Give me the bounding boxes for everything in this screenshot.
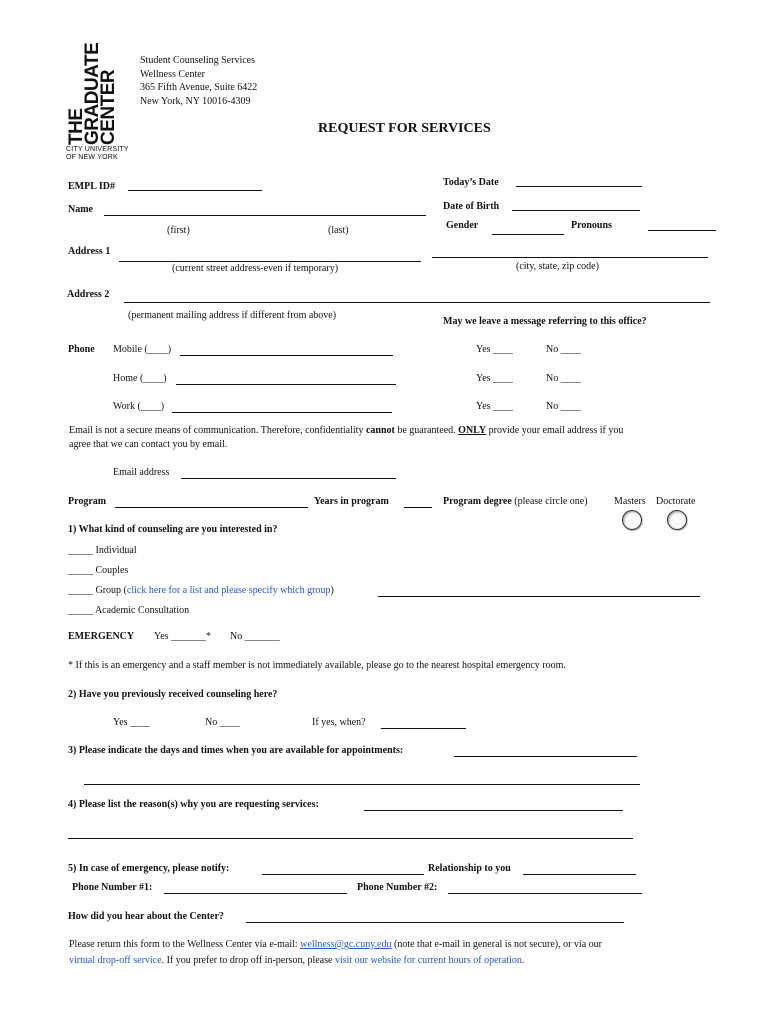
email-notice (69, 425, 623, 436)
empl-id-field[interactable] (128, 190, 262, 191)
q5-phone1-label: Phone Number #1: (72, 882, 153, 893)
last-hint: (last) (328, 225, 349, 236)
logo-word-graduate: GRADUATE (82, 42, 103, 145)
logo-sub-line-1: CITY UNIVERSITY (66, 146, 129, 153)
q5-phone1-field[interactable] (164, 893, 347, 894)
q5-phone2-label: Phone Number #2: (357, 882, 438, 893)
q4-question: 4) Please list the reason(s) why you are requesting services: (68, 799, 319, 810)
home-label: Home (____) (113, 373, 167, 384)
q5-relationship-field[interactable] (523, 874, 636, 875)
dob-field[interactable] (512, 210, 640, 211)
q1-individual[interactable]: _____ Individual (68, 545, 137, 556)
footer-line2 (69, 955, 524, 966)
city-hint: (city, state, zip code) (516, 261, 599, 272)
email-notice-only: ONLY (458, 425, 487, 436)
email-notice-cannot: cannot (365, 425, 395, 436)
address2-hint: (permanent mailing address if different from above) (128, 310, 337, 321)
todays-date-field[interactable] (516, 186, 642, 187)
email-notice-part2: be guaranteed. (394, 425, 459, 436)
q5-phone2-field[interactable] (448, 893, 642, 894)
dob-label: Date of Birth (443, 201, 500, 212)
q1-question: 1) What kind of counseling are you interested in? (68, 524, 278, 535)
address1-label: Address 1 (68, 246, 111, 257)
mobile-label: Mobile (____) (113, 344, 172, 355)
logo-subtitle (66, 146, 129, 162)
program-degree-text: Program degree (443, 496, 512, 507)
emergency-yes[interactable]: Yes _______* (154, 631, 212, 642)
message-question: May we leave a message referring to this office? (443, 316, 647, 327)
mobile-field[interactable] (180, 355, 393, 356)
work-no[interactable]: No ____ (546, 401, 581, 412)
q1-group[interactable] (68, 585, 334, 596)
emergency-note: * If this is an emergency and a staff member is not immediately available, please go to the nearest hospital emergency room. (68, 660, 566, 671)
home-field[interactable] (176, 384, 396, 385)
q5-relationship-label: Relationship to you (428, 863, 511, 874)
email-notice-line2: agree that we can contact you by email. (69, 439, 228, 450)
office-address (140, 54, 257, 108)
pronouns-field[interactable] (648, 230, 716, 231)
q1-academic[interactable]: _____ Academic Consultation (68, 605, 190, 616)
work-yes[interactable]: Yes ____ (476, 401, 514, 412)
q3-question: 3) Please indicate the days and times when you are available for appointments: (68, 745, 404, 756)
years-in-program-field[interactable] (404, 507, 432, 508)
program-label: Program (68, 496, 107, 507)
name-label: Name (68, 204, 93, 215)
footer-line1 (69, 939, 602, 950)
address1-street-field[interactable] (119, 261, 421, 262)
phone-label: Phone (68, 344, 95, 355)
wellness-email-link[interactable]: wellness@gc.cuny.edu (300, 939, 392, 950)
doctorate-radio[interactable] (667, 510, 687, 530)
doctorate-label: Doctorate (656, 496, 696, 507)
gender-label: Gender (446, 220, 479, 231)
q3-field-2[interactable] (84, 784, 640, 785)
email-address-field[interactable] (181, 478, 396, 479)
footer-text2: (note that e-mail in general is not secure), or via our (391, 939, 602, 950)
empl-id-label: EMPL ID# (68, 181, 115, 192)
gender-field[interactable] (492, 234, 564, 235)
work-label: Work (____) (113, 401, 165, 412)
address2-label: Address 2 (67, 289, 110, 300)
address-line-4: New York, NY 10016-4309 (140, 95, 251, 107)
address1-city-field[interactable] (432, 257, 708, 258)
q1-group-suffix: ) (330, 585, 334, 596)
logo-word-center: CENTER (98, 69, 119, 145)
address1-hint: (current street address-even if temporary) (172, 263, 339, 274)
q2-question: 2) Have you previously received counseling here? (68, 689, 278, 700)
q5-contact-field[interactable] (262, 874, 424, 875)
page-title: REQUEST FOR SERVICES (318, 121, 491, 136)
todays-date-label: Today’s Date (443, 177, 499, 188)
q5-question: 5) In case of emergency, please notify: (68, 863, 230, 874)
q1-couples[interactable]: _____ Couples (68, 565, 129, 576)
email-notice-part1: Email is not a secure means of communication. Therefore, confidentiality (69, 425, 366, 436)
email-notice-part3: provide your email address if you (486, 425, 624, 436)
mobile-no[interactable]: No ____ (546, 344, 581, 355)
hear-field[interactable] (246, 922, 624, 923)
graduate-center-logo (60, 42, 119, 154)
q4-field-2[interactable] (68, 838, 633, 839)
home-yes[interactable]: Yes ____ (476, 373, 514, 384)
address2-field[interactable] (124, 302, 710, 303)
first-hint: (first) (167, 225, 190, 236)
footer-text1: Please return this form to the Wellness Center via e-mail: (69, 939, 301, 950)
home-no[interactable]: No ____ (546, 373, 581, 384)
hear-question: How did you hear about the Center? (68, 911, 224, 922)
q1-group-field[interactable] (378, 596, 700, 597)
address-line-1: Student Counseling Services (140, 55, 255, 66)
name-field[interactable] (104, 215, 426, 216)
email-address-label: Email address (113, 467, 170, 478)
footer-text4: . (521, 955, 525, 966)
program-field[interactable] (115, 507, 308, 508)
years-in-program-label: Years in program (314, 496, 389, 507)
masters-radio[interactable] (622, 510, 642, 530)
address-line-2: Wellness Center (140, 68, 206, 80)
logo-word-the: THE (66, 108, 87, 145)
work-field[interactable] (172, 412, 392, 413)
emergency-no[interactable]: No _______ (230, 631, 280, 642)
group-list-link[interactable]: click here for a list and please specify which group (126, 585, 331, 596)
program-degree-label (443, 496, 588, 507)
dropoff-link[interactable]: virtual drop-off service (69, 955, 162, 966)
q2-yes[interactable]: Yes ____ (113, 717, 151, 728)
q2-no[interactable]: No ____ (205, 717, 240, 728)
q2-when-field[interactable] (381, 728, 466, 729)
logo-sub-line-2: OF NEW YORK (66, 154, 118, 161)
emergency-label: EMERGENCY (68, 631, 135, 642)
mobile-yes[interactable]: Yes ____ (476, 344, 514, 355)
q4-field-1[interactable] (364, 810, 623, 811)
footer-text3: . If you prefer to drop off in-person, please (161, 955, 335, 966)
website-link[interactable]: visit our website for current hours of operation (334, 955, 522, 966)
pronouns-label: Pronouns (571, 220, 612, 231)
q3-field-1[interactable] (454, 756, 637, 757)
masters-label: Masters (614, 496, 646, 507)
q2-when-label: If yes, when? (312, 717, 366, 728)
circle-one-hint: (please circle one) (514, 496, 588, 507)
q1-group-prefix: _____ Group ( (68, 585, 127, 596)
address-line-3: 365 Fifth Avenue, Suite 6422 (140, 82, 258, 93)
